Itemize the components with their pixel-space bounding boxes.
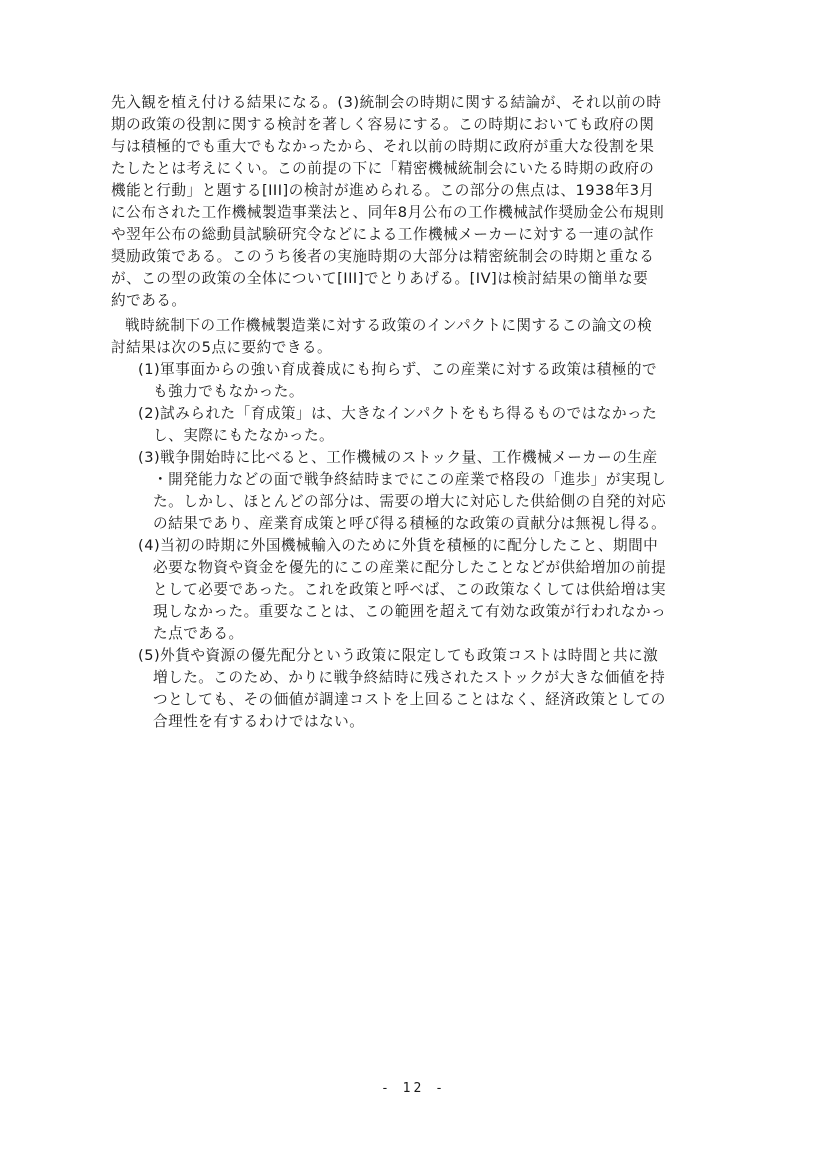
- text-line: に公布された工作機械製造事業法と、同年8月公布の工作機械試作奨励金公布規則: [111, 204, 665, 221]
- text-line: が、この型の政策の全体について[III]でとりあげる。[IV]は検討結果の簡単な要: [111, 270, 649, 287]
- text-line: (4)当初の時期に外国機械輸入のために外貨を積極的に配分したこと、期間中: [138, 537, 659, 554]
- text-line: 現しなかった。重要なことは、この範囲を超えて有効な政策が行われなかっ: [153, 603, 667, 620]
- finding-2: [111, 403, 701, 447]
- text-line: ・開発能力などの面で戦争終結時までにこの産業で格段の「進歩」が実現し: [153, 471, 667, 488]
- finding-4: [111, 535, 701, 645]
- text-line: (3)戦争開始時に比べると、工作機械のストック量、工作機械メーカーの生産: [138, 449, 658, 466]
- text-line: (5)外貨や資源の優先配分という政策に限定しても政策コストは時間と共に激: [138, 647, 659, 664]
- text-line: し、実際にもたなかった。: [153, 427, 335, 444]
- text-line: 機能と行動」と題する[III]の検討が進められる。この部分の焦点は、1938年3月: [111, 182, 655, 199]
- text-line: 合理性を有するわけではない。: [153, 713, 365, 730]
- finding-1: [111, 359, 701, 403]
- text-line: 与は積極的でも重大でもなかったから、それ以前の時期に政府が重大な役割を果: [111, 138, 655, 155]
- paragraph-summary-intro: [111, 315, 701, 359]
- text-line: 先入観を植え付ける結果になる。(3)統制会の時期に関する結論が、それ以前の時: [111, 94, 662, 111]
- text-line: 討結果は次の5点に要約できる。: [111, 339, 333, 356]
- text-line: 奨励政策である。このうち後者の実施時期の大部分は精密統制会の時期と重なる: [111, 248, 655, 265]
- text-line: たしたとは考えにくい。この前提の下に「精密機械統制会にいたる時期の政府の: [111, 160, 655, 177]
- text-line: 約である。: [111, 292, 187, 309]
- text-line: 期の政策の役割に関する検討を著しく容易にする。この時期においても政府の関: [111, 116, 655, 133]
- text-line: 戦時統制下の工作機械製造業に対する政策のインパクトに関するこの論文の検: [125, 317, 653, 334]
- text-line: た。しかし、ほとんどの部分は、需要の増大に対応した供給側の自発的対応: [153, 493, 667, 510]
- finding-5: [111, 645, 701, 733]
- text-line: 必要な物資や資金を優先的にこの産業に配分したことなどが供給増加の前提: [153, 559, 667, 576]
- text-line: 増した。このため、かりに戦争終結時に残されたストックが大きな価値を持: [153, 669, 666, 686]
- text-line: や翌年公布の総動員試験研究令などによる工作機械メーカーに対する一連の試作: [111, 226, 655, 243]
- text-line: の結果であり、産業育成策と呼び得る積極的な政策の貢献分は無視し得る。: [153, 515, 667, 532]
- text-line: も強力でもなかった。: [153, 383, 304, 400]
- findings-list: [111, 359, 701, 733]
- text-line: つとしても、その価値が調達コストを上回ることはなく、経済政策としての: [153, 691, 666, 708]
- text-line: た点である。: [153, 625, 244, 642]
- text-line: (1)軍事面からの強い育成養成にも拘らず、この産業に対する政策は積極的で: [138, 361, 658, 378]
- text-line: として必要であった。これを政策と呼べば、この政策なくしては供給増は実: [153, 581, 667, 598]
- finding-3: [111, 447, 701, 535]
- paragraph-intro: [111, 92, 701, 312]
- body-text: [111, 92, 701, 733]
- page-number: - 12 -: [381, 1081, 446, 1096]
- text-line: (2)試みられた「育成策」は、大きなインパクトをもち得るものではなかった: [138, 405, 658, 422]
